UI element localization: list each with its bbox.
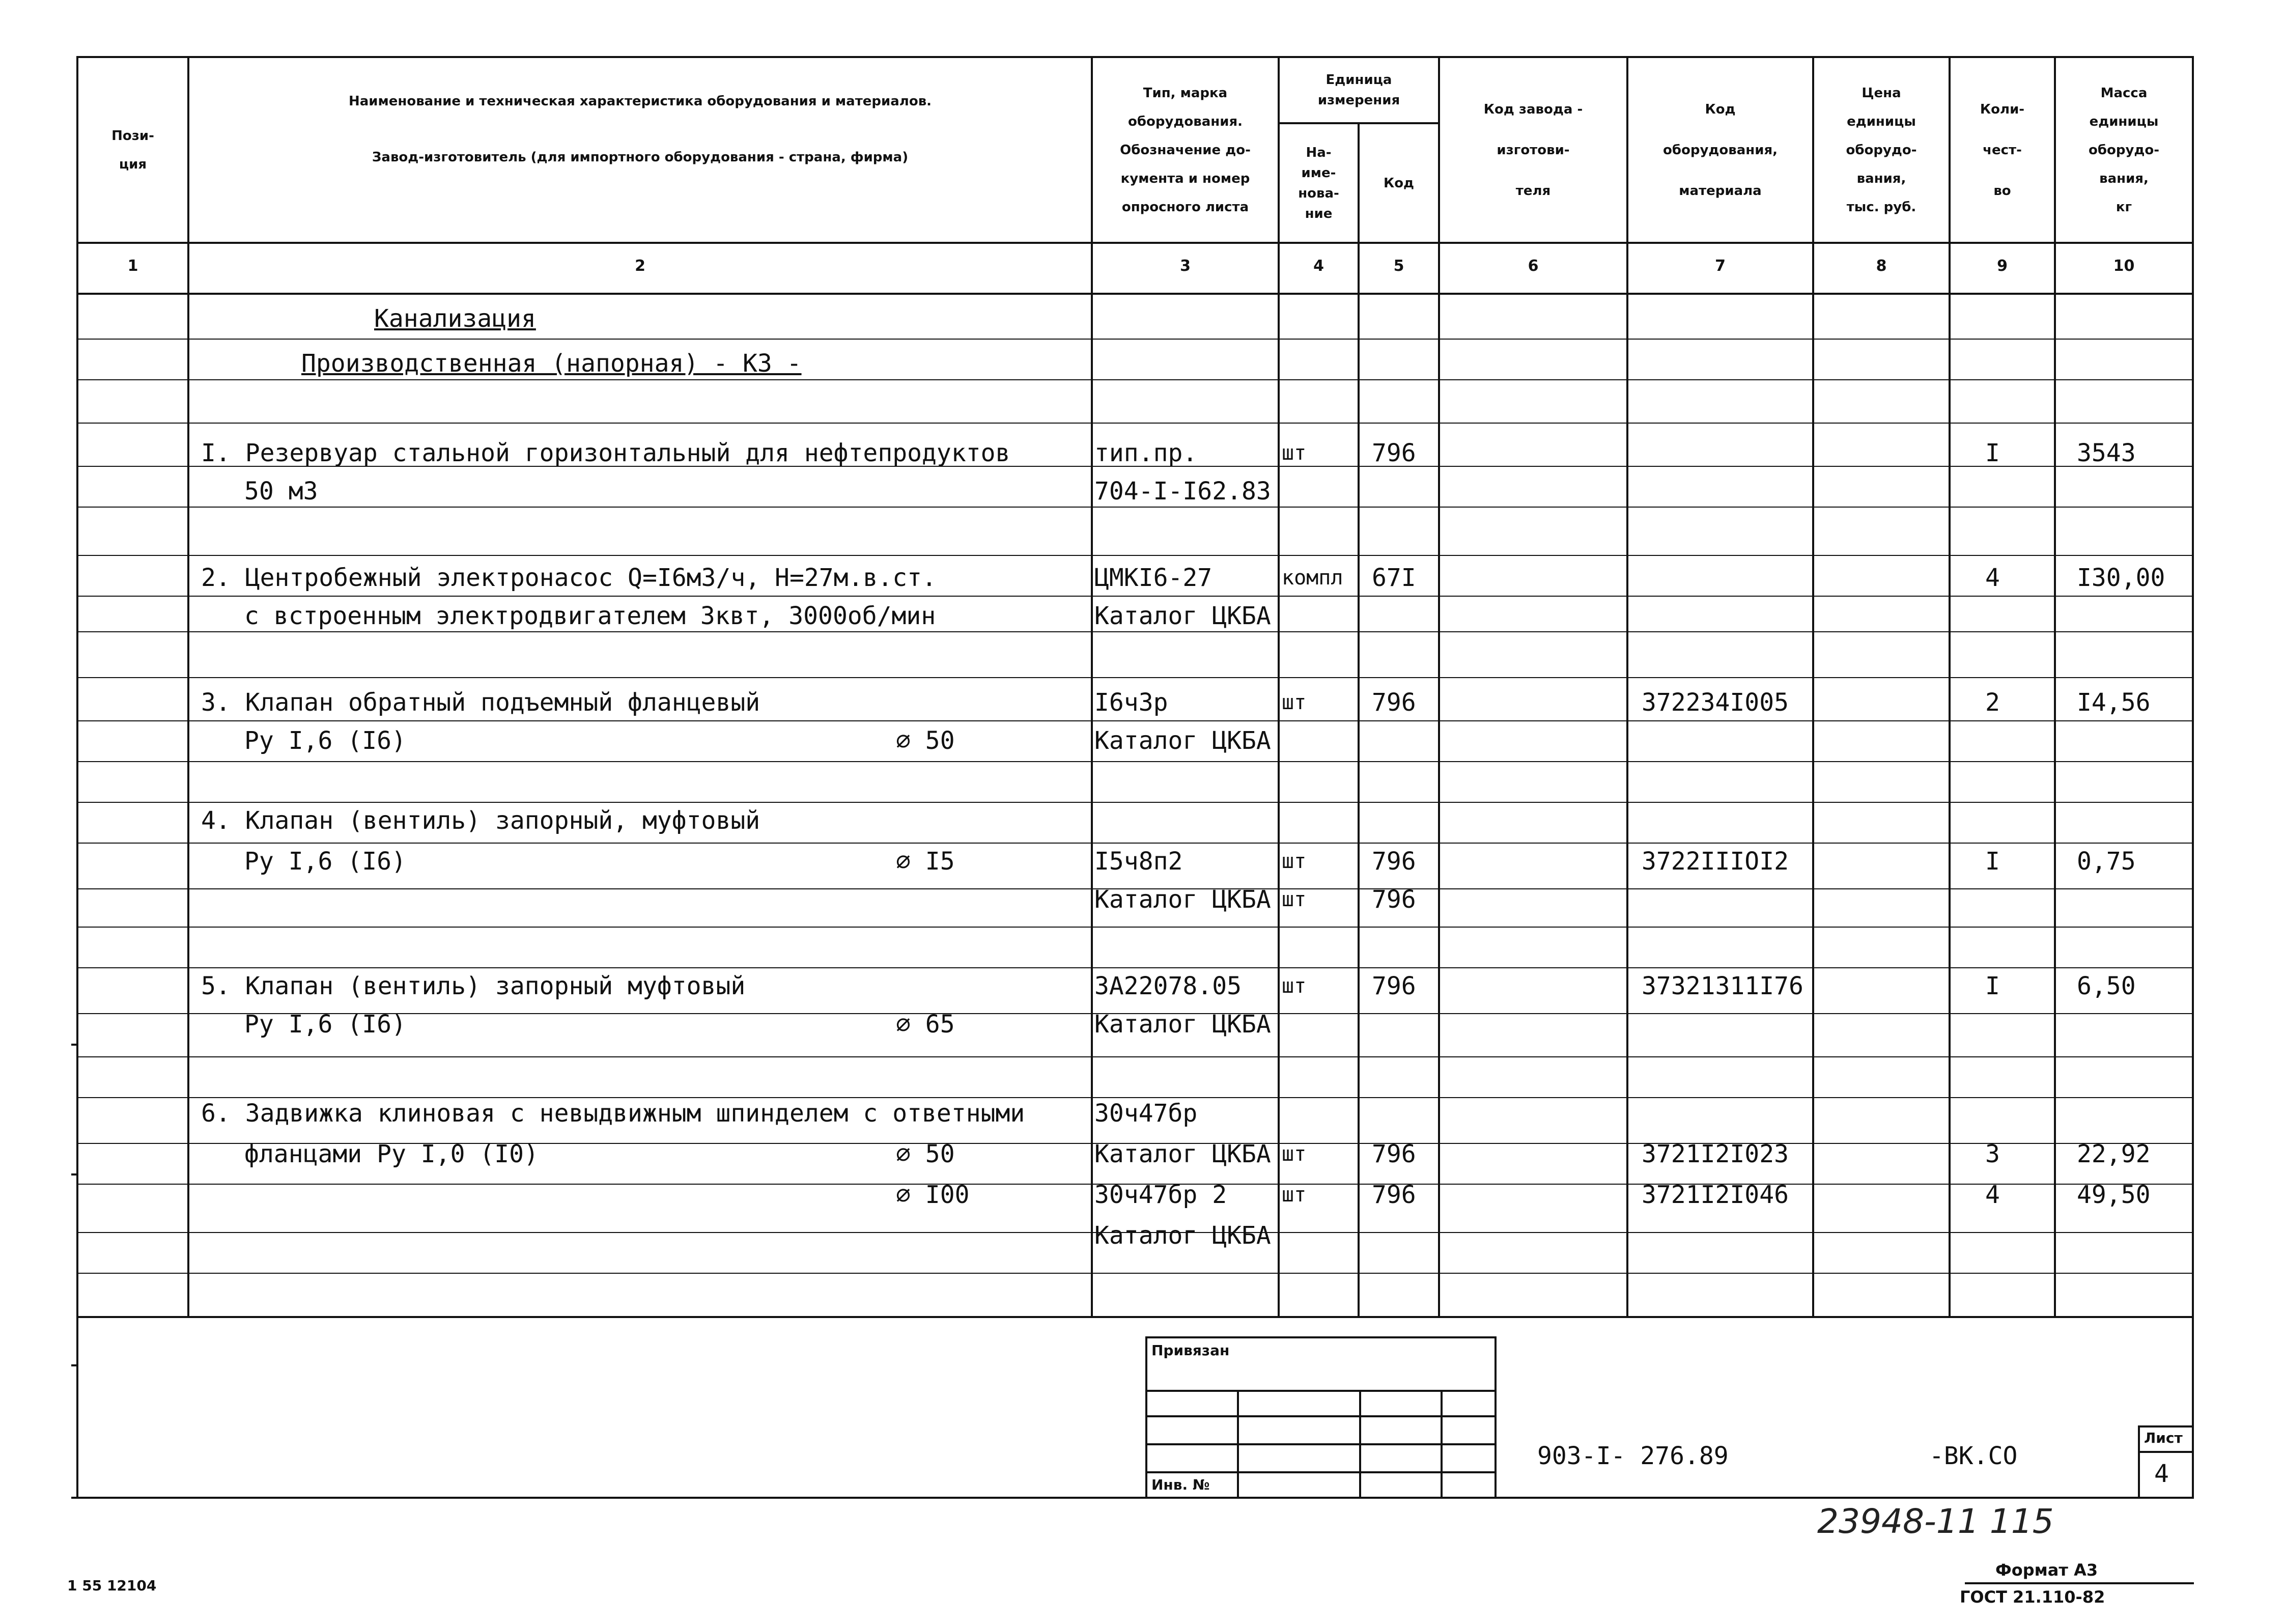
header-type-line-1: Тип, марка — [1143, 85, 1228, 101]
item-name: 2. Центробежный электронасос Q=I6м3/ч, Н=27м.в.ст. — [201, 564, 937, 592]
doc-suffix: -ВК.СО — [1929, 1442, 2018, 1470]
item-unit: шт — [1282, 1183, 1307, 1207]
item-mass: 6,50 — [2077, 972, 2136, 1000]
item-quantity: I — [1985, 847, 2000, 876]
row-line — [78, 843, 2192, 844]
item-type: I5ч8п2 — [1094, 847, 1183, 876]
item-unit-code: 796 — [1372, 847, 1416, 876]
header-unit-name-line-2: име- — [1301, 165, 1336, 181]
item-material-code: 3721I2I046 — [1642, 1181, 1789, 1209]
header-unit-text: Единица измерения — [1317, 72, 1400, 108]
item-name: с встроенным электродвигателем 3квт, 3000об/мин — [244, 602, 936, 630]
row-line — [78, 802, 2192, 803]
item-quantity: 4 — [1985, 564, 2000, 592]
handwritten-number: 23948-11 115 — [1817, 1502, 2054, 1541]
number-row-bottom — [76, 293, 2194, 295]
item-material-code: 37321311I76 — [1642, 972, 1803, 1000]
frame-right — [2192, 56, 2194, 1498]
row-line — [78, 720, 2192, 721]
header-mass-line-5: кг — [2116, 199, 2132, 215]
header-unit-name-line-1: На- — [1306, 145, 1332, 160]
item-unit: шт — [1282, 441, 1307, 465]
row-line — [78, 379, 2192, 380]
stamp-col-2 — [1359, 1390, 1361, 1498]
stamp-inv-label: Инв. № — [1151, 1476, 1210, 1493]
col-divider-6 — [1626, 56, 1628, 1317]
item-material-code: 372234I005 — [1642, 688, 1789, 717]
stamp-row-4 — [1145, 1471, 1497, 1473]
item-mass: I4,56 — [2077, 688, 2151, 717]
item-name: 50 м3 — [244, 477, 318, 506]
header-position — [78, 58, 187, 242]
row-line — [78, 761, 2192, 762]
stamp-top — [1145, 1336, 1497, 1338]
item-name: 3. Клапан обратный подъемный фланцевый — [201, 688, 760, 717]
header-name — [189, 58, 1091, 201]
frame-bottom — [71, 1497, 2194, 1499]
header-price-line-4: вания, — [1856, 171, 1906, 186]
header-mass-line-1: Масса — [2100, 85, 2148, 101]
header-price-line-2: единицы — [1847, 114, 1916, 129]
header-unit-name — [1280, 124, 1358, 242]
header-mass-line-3: оборудо- — [2088, 142, 2160, 158]
item-unit-code: 796 — [1372, 1181, 1416, 1209]
item-mass: 49,50 — [2077, 1181, 2151, 1209]
item-type: Каталог ЦКБА — [1094, 1010, 1271, 1039]
item-type: Каталог ЦКБА — [1094, 1140, 1271, 1168]
item-diameter: ⌀ 65 — [896, 1010, 955, 1039]
col-divider-7 — [1812, 56, 1814, 1317]
sheet-number: 4 — [2154, 1460, 2169, 1488]
header-unit-name-line-4: ние — [1305, 206, 1333, 221]
item-unit-code: 796 — [1372, 972, 1416, 1000]
col-divider-8 — [1949, 56, 1951, 1317]
item-type: 704-I-I62.83 — [1094, 477, 1271, 506]
item-mass: 22,92 — [2077, 1140, 2151, 1168]
table-bottom — [76, 1316, 2194, 1318]
item-name: 6. Задвижка клиновая с невыдвижным шпинделем с ответными — [201, 1099, 1025, 1128]
item-unit: компл — [1282, 566, 1343, 590]
item-diameter: ⌀ I00 — [896, 1181, 970, 1209]
row-line — [78, 677, 2192, 678]
stamp-attached-label: Привязан — [1151, 1342, 1230, 1359]
row-line — [78, 507, 2192, 508]
item-unit: шт — [1282, 850, 1307, 873]
colnum-8: 8 — [1876, 257, 1887, 275]
header-type-line-4: кумента и номер — [1120, 171, 1250, 186]
col-divider-3 — [1278, 56, 1280, 1317]
row-line — [78, 1273, 2192, 1274]
item-name: 5. Клапан (вентиль) запорный муфтовый — [201, 972, 746, 1000]
gost-label: ГОСТ 21.110-82 — [1960, 1587, 2105, 1607]
header-price — [1814, 58, 1949, 242]
colnum-1: 1 — [127, 257, 138, 275]
colnum-9: 9 — [1997, 257, 2008, 275]
header-code-line-2: оборудования, — [1662, 142, 1778, 158]
header-type-line-3: Обозначение до- — [1120, 142, 1251, 158]
stamp-col-1 — [1237, 1390, 1239, 1498]
header-factory-line-2: изготови- — [1497, 142, 1570, 158]
footer-rule — [1965, 1582, 2194, 1584]
header-bottom — [76, 242, 2194, 244]
row-line — [78, 339, 2192, 340]
item-unit: шт — [1282, 888, 1307, 911]
section-title: Канализация — [374, 304, 536, 333]
item-mass: 0,75 — [2077, 847, 2136, 876]
doc-code: 903-I- 276.89 — [1537, 1442, 1729, 1470]
item-name: фланцами Ру I,0 (I0) — [244, 1140, 539, 1168]
colnum-10: 10 — [2113, 257, 2135, 275]
item-quantity: 2 — [1985, 688, 2000, 717]
header-type — [1093, 58, 1278, 242]
row-line — [78, 423, 2192, 424]
header-name-line-2: Завод-изготовитель (для импортного оборудования - страна, фирма) — [372, 150, 909, 165]
colnum-3: 3 — [1180, 257, 1191, 275]
item-diameter: ⌀ 50 — [896, 726, 955, 755]
item-type: 30ч47бр — [1094, 1099, 1198, 1128]
item-name: Ру I,6 (I6) — [244, 847, 406, 876]
item-name: I. Резервуар стальной горизонтальный для нефтепродуктов — [201, 439, 1010, 467]
item-quantity: I — [1985, 972, 2000, 1000]
row-line — [78, 927, 2192, 928]
item-unit: шт — [1282, 691, 1307, 714]
sheet-box-top — [2138, 1425, 2194, 1427]
header-qty-line-1: Коли- — [1980, 101, 2025, 117]
stamp-row-2 — [1145, 1415, 1497, 1417]
col-divider-5 — [1438, 56, 1440, 1317]
sheet-box-left — [2138, 1425, 2140, 1498]
item-unit: шт — [1282, 974, 1307, 998]
item-mass: 3543 — [2077, 439, 2136, 467]
header-code-line-1: Код — [1705, 101, 1736, 117]
margin-tick-3 — [71, 1364, 78, 1366]
item-name: 4. Клапан (вентиль) запорный, муфтовый — [201, 806, 760, 835]
item-quantity: I — [1985, 439, 2000, 467]
margin-tick-1 — [71, 1044, 78, 1046]
row-line — [78, 1056, 2192, 1057]
item-unit-code: 67I — [1372, 564, 1416, 592]
item-type: Каталог ЦКБА — [1094, 885, 1271, 914]
item-name: Ру I,6 (I6) — [244, 1010, 406, 1039]
header-unit-name-line-3: нова- — [1298, 185, 1339, 201]
item-type: ЦМКI6-27 — [1094, 564, 1213, 592]
section-subtitle: Производственная (напорная) - К3 - — [301, 349, 802, 378]
stamp-row-1 — [1145, 1390, 1497, 1392]
col-divider-9 — [2054, 56, 2056, 1317]
sheet-box-mid — [2138, 1451, 2194, 1453]
item-name: Ру I,6 (I6) — [244, 726, 406, 755]
col-divider-1 — [187, 56, 189, 1317]
header-code-line-3: материала — [1679, 183, 1762, 199]
left-code: 1 55 12104 — [67, 1577, 157, 1594]
item-quantity: 3 — [1985, 1140, 2000, 1168]
col-divider-4 — [1358, 122, 1360, 1317]
header-qty-line-2: чест- — [1983, 142, 2022, 158]
stamp-row-3 — [1145, 1443, 1497, 1445]
header-price-line-1: Цена — [1862, 85, 1901, 101]
item-unit-code: 796 — [1372, 688, 1416, 717]
item-type: I6ч3р — [1094, 688, 1168, 717]
sheet-label: Лист — [2144, 1430, 2183, 1446]
header-price-line-5: тыс. руб. — [1846, 199, 1916, 215]
item-mass: I30,00 — [2077, 564, 2165, 592]
header-mass-line-4: вания, — [2099, 171, 2149, 186]
header-type-line-5: опросного листа — [1121, 199, 1249, 215]
header-code — [1628, 58, 1812, 242]
header-unit-code-text: Код — [1383, 175, 1415, 191]
row-line — [78, 596, 2192, 597]
item-type: 30ч47бр 2 — [1094, 1181, 1227, 1209]
header-unit — [1280, 58, 1438, 122]
item-material-code: 3722IIIOI2 — [1642, 847, 1789, 876]
colnum-6: 6 — [1528, 257, 1539, 275]
header-position-line-2: ция — [119, 156, 147, 172]
col-divider-2 — [1091, 56, 1093, 1317]
colnum-4: 4 — [1313, 257, 1324, 275]
header-price-line-3: оборудо- — [1846, 142, 1917, 158]
colnum-2: 2 — [635, 257, 645, 275]
item-unit: шт — [1282, 1142, 1307, 1166]
header-mass-line-2: единицы — [2089, 114, 2159, 129]
item-unit-code: 796 — [1372, 885, 1416, 914]
item-unit-code: 796 — [1372, 439, 1416, 467]
header-factory-line-1: Код завода - — [1483, 101, 1583, 117]
header-unit-code — [1360, 124, 1438, 242]
item-unit-code: 796 — [1372, 1140, 1416, 1168]
colnum-7: 7 — [1715, 257, 1726, 275]
item-material-code: 3721I2I023 — [1642, 1140, 1789, 1168]
item-quantity: 4 — [1985, 1181, 2000, 1209]
margin-tick-2 — [71, 1173, 78, 1175]
row-line — [78, 967, 2192, 968]
header-qty — [1951, 58, 2054, 242]
stamp-col-3 — [1441, 1390, 1443, 1498]
row-line — [78, 631, 2192, 632]
header-mass — [2056, 58, 2192, 242]
header-position-line-1: Пози- — [111, 128, 154, 144]
item-type: тип.пр. — [1094, 439, 1198, 467]
item-diameter: ⌀ I5 — [896, 847, 955, 876]
header-factory-line-3: теля — [1515, 183, 1551, 199]
header-factory — [1440, 58, 1626, 242]
header-name-line-1: Наименование и техническая характеристика оборудования и материалов. — [348, 94, 932, 109]
header-qty-line-3: во — [1993, 183, 2011, 199]
item-diameter: ⌀ 50 — [896, 1140, 955, 1168]
row-line — [78, 555, 2192, 556]
header-type-line-2: оборудования. — [1127, 114, 1243, 129]
colnum-5: 5 — [1393, 257, 1404, 275]
item-type: Каталог ЦКБА — [1094, 602, 1271, 630]
format-label: Формат А3 — [1995, 1560, 2098, 1580]
item-type: Каталог ЦКБА — [1094, 1221, 1271, 1250]
item-type: Каталог ЦКБА — [1094, 726, 1271, 755]
item-type: 3А22078.05 — [1094, 972, 1242, 1000]
